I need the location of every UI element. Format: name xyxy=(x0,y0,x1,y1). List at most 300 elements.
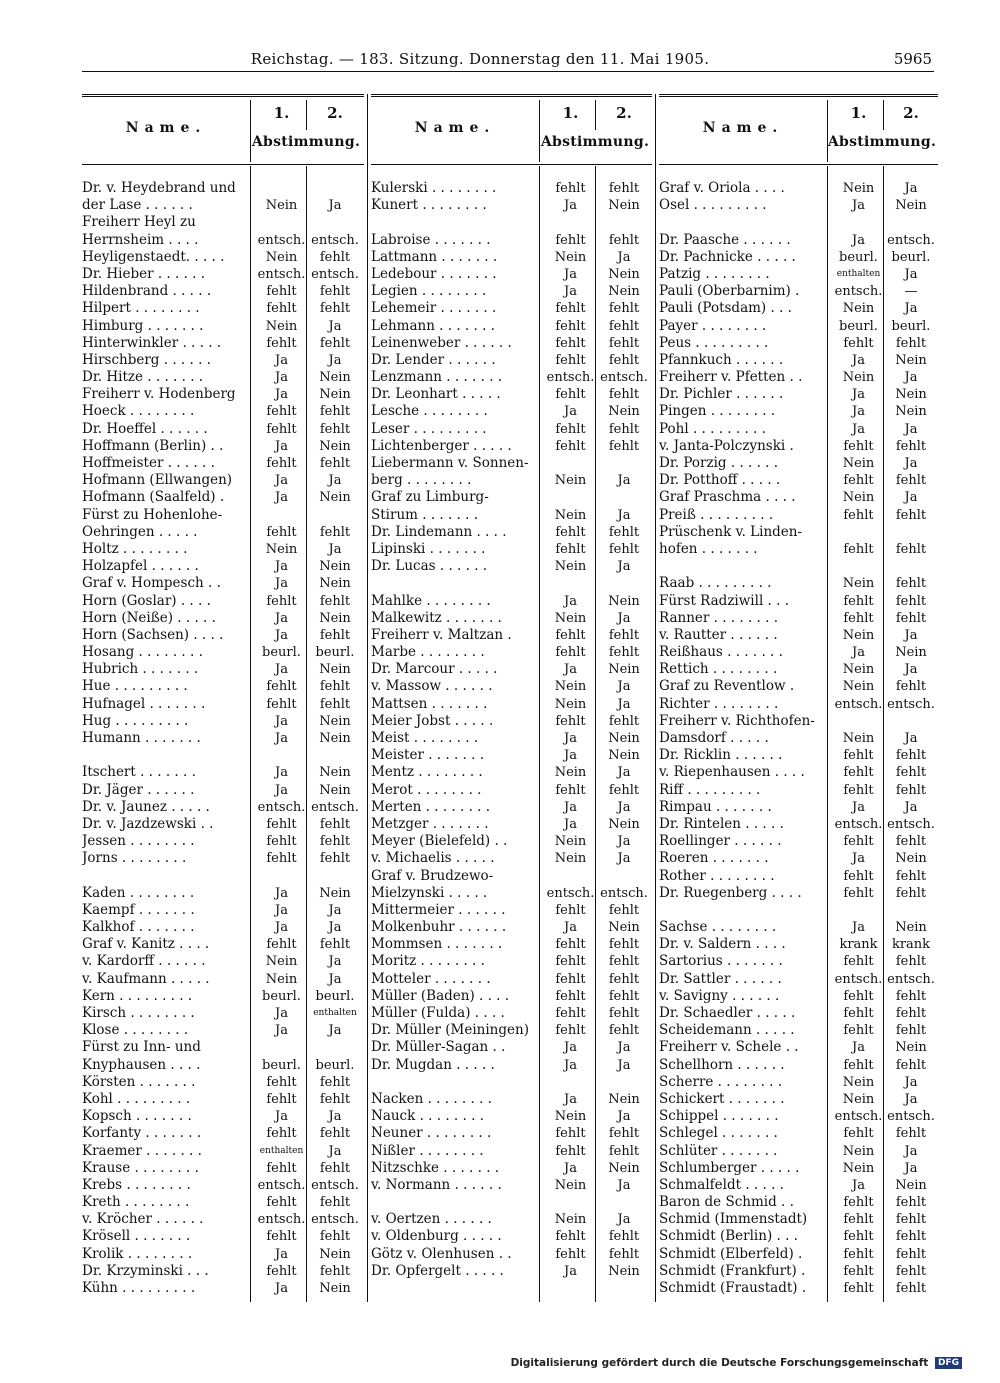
vote-2: Nein xyxy=(895,387,927,403)
member-name: Legien . . . . . . . . xyxy=(371,283,487,300)
vote2-header: 2. xyxy=(327,104,343,122)
vote-1: Nein xyxy=(265,318,298,334)
table-row xyxy=(371,902,652,919)
member-name: Dr. v. Heydebrand und xyxy=(82,180,236,196)
vote-1: fehlt xyxy=(266,1091,297,1107)
vote-2: fehlt xyxy=(319,593,351,609)
member-name: Dr. Schaedler . . . . . xyxy=(659,1005,796,1021)
vote-1: Ja xyxy=(564,1057,577,1073)
vote-1: Ja xyxy=(275,610,288,626)
table-row xyxy=(659,180,938,197)
vote-2: Ja xyxy=(617,473,631,489)
vote-1: Ja xyxy=(852,799,865,815)
member-name: Nißler . . . . . . . . xyxy=(371,1142,484,1159)
vote-1: Ja xyxy=(275,438,288,454)
column-2 xyxy=(371,94,652,1302)
vote-1: fehlt xyxy=(266,1195,297,1211)
vote-2: Nein xyxy=(608,816,640,832)
table-header xyxy=(82,100,364,162)
table-row xyxy=(82,575,364,592)
table-row xyxy=(82,524,364,541)
table-row xyxy=(659,988,938,1005)
table-row xyxy=(371,661,652,678)
vote-1: Ja xyxy=(564,1091,577,1107)
table-row xyxy=(659,318,938,335)
table-row xyxy=(371,1022,652,1039)
table-row xyxy=(371,799,652,816)
table-row xyxy=(82,421,364,438)
vote-2: fehlt xyxy=(895,765,927,781)
table-row xyxy=(659,627,938,644)
table-row xyxy=(82,1280,364,1297)
member-name: hofen . . . . . . . xyxy=(659,540,758,557)
member-name: Baron de Schmid . . xyxy=(659,1194,794,1211)
column-divider xyxy=(367,94,368,1302)
vote-1: Nein xyxy=(554,679,587,695)
vote-2: fehlt xyxy=(608,988,640,1004)
header-divider xyxy=(827,100,828,162)
table-row xyxy=(659,1022,938,1039)
table-row xyxy=(82,300,364,317)
vote-1: Nein xyxy=(554,1177,587,1193)
vote-1: fehlt xyxy=(843,1212,874,1228)
vote-1: Ja xyxy=(564,266,577,282)
table-row xyxy=(659,644,938,661)
vote-2: Ja xyxy=(617,507,631,523)
vote-2: fehlt xyxy=(608,387,640,403)
vote-1: Ja xyxy=(275,920,288,936)
vote-1: fehlt xyxy=(266,1160,297,1176)
vote-1: Ja xyxy=(275,902,288,918)
vote-2: fehlt xyxy=(608,335,640,351)
vote1-header: 1. xyxy=(850,104,867,122)
member-name: Nauck . . . . . . . . xyxy=(371,1108,484,1125)
vote-2: beurl. xyxy=(891,249,931,265)
vote-2: Nein xyxy=(319,713,351,729)
vote-2: fehlt xyxy=(608,627,640,643)
vote-2: Ja xyxy=(904,370,918,386)
member-name: Herrnsheim . . . . xyxy=(82,231,199,248)
vote-1: fehlt xyxy=(266,1263,297,1279)
member-name: Meist . . . . . . . . xyxy=(371,730,479,746)
table-header xyxy=(371,100,652,162)
table-row xyxy=(659,919,938,936)
table-row xyxy=(659,524,938,541)
table-row xyxy=(659,696,938,713)
vote-1: fehlt xyxy=(555,524,586,540)
member-name: Dr. Leonhart . . . . . xyxy=(371,386,501,403)
vote-1: Nein xyxy=(554,559,587,575)
table-row xyxy=(659,593,938,610)
vote-2: Nein xyxy=(895,920,927,936)
vote-1: fehlt xyxy=(843,593,874,609)
name-column-header: Name. xyxy=(414,120,496,136)
column-1 xyxy=(82,94,364,1302)
vote-1: Nein xyxy=(842,490,875,506)
vote-1: Nein xyxy=(842,1160,875,1176)
member-name: berg . . . . . . . . xyxy=(371,472,472,489)
member-name: Kraemer . . . . . . . xyxy=(82,1142,202,1159)
vote-1: Nein xyxy=(554,249,587,265)
member-name: der Lase . . . . . . xyxy=(82,197,193,214)
table-row xyxy=(82,541,364,558)
member-name: v. Michaelis . . . . . xyxy=(371,850,495,867)
vote-1: Ja xyxy=(564,1263,577,1279)
member-name: Ledebour . . . . . . . xyxy=(371,265,497,282)
vote-1: Ja xyxy=(275,1281,288,1296)
table-row xyxy=(82,1263,364,1280)
member-name: Mommsen . . . . . . . xyxy=(371,936,503,953)
table-row xyxy=(82,593,364,610)
vote-1: fehlt xyxy=(266,524,297,540)
vote-2: fehlt xyxy=(319,679,351,695)
member-name: Lichtenberger . . . . . xyxy=(371,437,512,454)
vote-2: entsch. xyxy=(887,816,935,832)
member-name: Kreth . . . . . . . . xyxy=(82,1194,190,1211)
vote-1: Ja xyxy=(275,782,288,798)
vote-1: Nein xyxy=(842,370,875,386)
table-row xyxy=(371,318,652,335)
vote-1: entsch. xyxy=(834,284,883,300)
vote-2: Nein xyxy=(319,1246,351,1262)
vote-2: fehlt xyxy=(608,1143,640,1159)
member-name: Ranner . . . . . . . . xyxy=(659,609,779,626)
vote-2: fehlt xyxy=(608,971,640,987)
column-top-rule xyxy=(82,94,364,97)
vote-1: entsch. xyxy=(257,799,306,815)
member-name: Roeren . . . . . . . xyxy=(659,850,769,867)
table-row xyxy=(371,833,652,850)
vote-2: Nein xyxy=(895,645,927,661)
vote1-header: 1. xyxy=(273,104,290,122)
vote-1: Nein xyxy=(842,301,875,317)
table-row xyxy=(371,386,652,403)
vote-1: entsch. xyxy=(834,1109,883,1125)
member-name: Fürst Radziwill . . . xyxy=(659,592,790,609)
member-name: Meyer (Bielefeld) . . xyxy=(371,833,508,850)
table-row xyxy=(371,1091,652,1108)
member-name: Hofmann (Saalfeld) . xyxy=(82,489,225,506)
vote-1: Nein xyxy=(554,851,587,867)
table-row xyxy=(371,644,652,661)
vote-2: Ja xyxy=(617,249,631,265)
member-name: Prüschenk v. Linden- xyxy=(659,523,803,540)
vote-2: fehlt xyxy=(895,1246,927,1262)
member-name: Kalkhof . . . . . . . xyxy=(82,919,195,936)
member-name: Schmidt (Berlin) . . . xyxy=(659,1228,798,1245)
member-name: Malkewitz . . . . . . . xyxy=(371,609,502,626)
vote-1: fehlt xyxy=(843,868,874,884)
vote-2: Ja xyxy=(328,954,342,970)
table-row xyxy=(371,610,652,627)
member-name: Dr. Pachnicke . . . . . xyxy=(659,248,796,265)
table-row xyxy=(659,953,938,970)
table-row xyxy=(82,953,364,970)
table-row xyxy=(371,403,652,420)
vote-2: fehlt xyxy=(895,954,927,970)
member-name: Hirschberg . . . . . . xyxy=(82,351,211,368)
table-row xyxy=(659,850,938,867)
vote-2: krank xyxy=(891,937,931,953)
vote-1: fehlt xyxy=(843,1195,874,1211)
vote-1: Nein xyxy=(265,541,298,557)
table-row xyxy=(659,283,938,300)
vote-1: fehlt xyxy=(555,1143,586,1159)
member-name: Peus . . . . . . . . . xyxy=(659,334,769,351)
member-name: Mielzynski . . . . . xyxy=(371,884,488,901)
vote-2: Nein xyxy=(319,387,351,403)
table-row xyxy=(371,971,652,988)
vote-1: Ja xyxy=(564,748,577,764)
vote-1: Ja xyxy=(852,404,865,420)
table-row xyxy=(659,472,938,489)
member-name: Merten . . . . . . . . xyxy=(371,798,491,815)
table-row xyxy=(371,1246,652,1263)
table-row xyxy=(659,833,938,850)
member-name: Kirsch . . . . . . . . xyxy=(82,1005,195,1021)
vote-2: fehlt xyxy=(895,576,927,592)
vote-2: entsch. xyxy=(311,1177,359,1193)
vote-2: fehlt xyxy=(608,713,640,729)
vote-1: enthalten xyxy=(259,1145,304,1156)
vote-1: Nein xyxy=(842,662,875,678)
vote-2: fehlt xyxy=(895,748,927,764)
vote-2: Ja xyxy=(904,799,918,815)
table-row xyxy=(82,180,364,197)
vote-2: Nein xyxy=(608,662,640,678)
table-row xyxy=(659,1039,938,1056)
member-name: Graf zu Reventlow . xyxy=(659,678,795,695)
vote-1: fehlt xyxy=(555,438,586,454)
member-name: Scheidemann . . . . . xyxy=(659,1022,795,1039)
member-name: Heyligenstaedt. . . . . xyxy=(82,248,225,265)
section-gap xyxy=(659,902,938,919)
table-row xyxy=(82,558,364,575)
table-row xyxy=(82,232,364,249)
table-row xyxy=(371,1143,652,1160)
vote-1: Ja xyxy=(275,352,288,368)
table-row xyxy=(659,386,938,403)
member-name: Krause . . . . . . . . xyxy=(82,1159,199,1176)
vote-2: beurl. xyxy=(891,318,931,334)
name-column-header: Name. xyxy=(125,120,207,136)
member-name: v. Riepenhausen . . . . xyxy=(659,764,805,781)
table-row xyxy=(371,936,652,953)
vote-2: fehlt xyxy=(895,988,927,1004)
table-row xyxy=(371,232,652,249)
member-name: Dr. Ruegenberg . . . . xyxy=(659,884,802,901)
vote-1: Nein xyxy=(842,181,875,196)
table-row xyxy=(659,971,938,988)
vote-1: Nein xyxy=(842,1074,875,1090)
table-row xyxy=(82,971,364,988)
table-row xyxy=(659,1263,938,1280)
vote-1: fehlt xyxy=(843,541,874,557)
member-name: Dr. Lucas . . . . . . xyxy=(371,558,488,575)
vote-2: fehlt xyxy=(895,473,927,489)
table-row xyxy=(659,713,938,730)
vote-1: Nein xyxy=(842,456,875,471)
member-name: Reißhaus . . . . . . . xyxy=(659,644,783,661)
vote-2: fehlt xyxy=(608,301,640,317)
member-name: Freiherr v. Pfetten . . xyxy=(659,369,803,386)
table-row xyxy=(371,988,652,1005)
member-name: Preiß . . . . . . . . . xyxy=(659,506,774,523)
table-row xyxy=(659,438,938,455)
table-row xyxy=(371,197,652,214)
table-row xyxy=(82,283,364,300)
vote-1: fehlt xyxy=(843,782,874,798)
vote-2: beurl. xyxy=(315,645,355,661)
table-row xyxy=(659,1057,938,1074)
member-name: Hug . . . . . . . . . xyxy=(82,712,189,729)
member-name: Dr. Mugdan . . . . . xyxy=(371,1056,495,1073)
vote-list xyxy=(659,180,938,1297)
abstimmung-header: Abstimmung. xyxy=(827,134,937,150)
vote-2: Ja xyxy=(904,627,918,643)
vote-2: Ja xyxy=(904,1160,918,1176)
vote-1: fehlt xyxy=(843,748,874,764)
vote-1: fehlt xyxy=(843,1263,874,1279)
vote-1: fehlt xyxy=(555,318,586,334)
table-row xyxy=(659,403,938,420)
table-row xyxy=(371,713,652,730)
vote-1: fehlt xyxy=(266,679,297,695)
vote-1: Ja xyxy=(275,559,288,575)
vote-1: entsch. xyxy=(546,885,595,901)
vote-2: entsch. xyxy=(600,370,648,386)
vote-1: Ja xyxy=(275,370,288,386)
vote-2: fehlt xyxy=(608,902,640,918)
member-name: v. Kardorff . . . . . . xyxy=(82,953,206,970)
table-row xyxy=(82,1074,364,1091)
vote-2: Ja xyxy=(904,490,918,506)
member-name: Kulerski . . . . . . . . xyxy=(371,180,497,196)
vote-1: Nein xyxy=(265,249,298,265)
table-row xyxy=(659,249,938,266)
member-name: Dr. Marcour . . . . . xyxy=(371,661,498,678)
member-name: Dr. Pichler . . . . . . xyxy=(659,386,784,403)
table-row xyxy=(82,1005,364,1022)
vote-1: Ja xyxy=(852,851,865,867)
table-row xyxy=(371,524,652,541)
vote-1: Nein xyxy=(842,576,875,592)
member-name: Kaden . . . . . . . . xyxy=(82,884,195,901)
table-row xyxy=(371,764,652,781)
member-name: Schmidt (Fraustadt) . xyxy=(659,1280,807,1296)
member-name: v. Oertzen . . . . . . xyxy=(371,1211,492,1228)
vote-1: Nein xyxy=(554,696,587,712)
member-name: Müller (Fulda) . . . . xyxy=(371,1005,505,1021)
vote-1: fehlt xyxy=(555,1006,586,1021)
vote-2: Ja xyxy=(328,541,342,557)
table-row xyxy=(371,507,652,524)
vote-2: Nein xyxy=(319,765,351,781)
table-row xyxy=(371,782,652,799)
member-name: Horn (Sachsen) . . . . xyxy=(82,626,224,643)
vote-1: fehlt xyxy=(266,1126,297,1142)
table-row xyxy=(659,300,938,317)
vote-2: fehlt xyxy=(895,335,927,351)
vote-2: Ja xyxy=(328,352,342,368)
member-name: Krösell . . . . . . . xyxy=(82,1228,191,1245)
vote-2: fehlt xyxy=(895,438,927,454)
member-name: Klose . . . . . . . . xyxy=(82,1022,189,1039)
vote-2: fehlt xyxy=(608,524,640,540)
member-name: Oehringen . . . . . xyxy=(82,523,198,540)
vote-2: fehlt xyxy=(895,885,927,901)
member-name: Kühn . . . . . . . . . xyxy=(82,1280,196,1296)
vote-1: Ja xyxy=(275,731,288,746)
vote-1: Ja xyxy=(852,1040,865,1056)
member-name: Osel . . . . . . . . . xyxy=(659,197,767,214)
header-bottom-rule xyxy=(659,164,938,165)
member-name: Schmidt (Elberfeld) . xyxy=(659,1245,803,1262)
member-name: Dr. Lindemann . . . . xyxy=(371,523,507,540)
member-name: Korfanty . . . . . . . xyxy=(82,1125,202,1142)
vote-1: Ja xyxy=(564,1160,577,1176)
table-row xyxy=(82,730,364,747)
vote-1: fehlt xyxy=(555,954,586,970)
column-divider xyxy=(655,94,656,1302)
member-name: Schippel . . . . . . . xyxy=(659,1108,779,1125)
vote-1: fehlt xyxy=(555,713,586,729)
member-name: Lehemeir . . . . . . . xyxy=(371,300,497,317)
table-row xyxy=(371,1263,652,1280)
table-row xyxy=(82,489,364,506)
vote-2: Ja xyxy=(617,696,631,712)
vote-2: fehlt xyxy=(319,1091,351,1107)
vote-1: Ja xyxy=(275,1023,288,1039)
vote-2: beurl. xyxy=(315,988,355,1004)
header-bottom-rule xyxy=(82,164,364,165)
member-name: Marbe . . . . . . . . xyxy=(371,644,485,661)
vote-2: Ja xyxy=(617,679,631,695)
section-gap xyxy=(371,1074,652,1091)
vote-2: fehlt xyxy=(895,507,927,523)
footer-credit-text: Digitalisierung gefördert durch die Deutsche Forschungsgemeinschaft xyxy=(510,1357,929,1369)
vote-1: fehlt xyxy=(555,232,586,248)
vote-1: entsch. xyxy=(834,696,883,712)
vote-2: Nein xyxy=(895,404,927,420)
vote-1: fehlt xyxy=(555,902,586,918)
vote-2: fehlt xyxy=(319,249,351,265)
table-row xyxy=(371,885,652,902)
section-gap xyxy=(82,747,364,764)
table-row xyxy=(371,1125,652,1142)
table-row xyxy=(82,266,364,283)
vote-2: enthalten xyxy=(313,1008,357,1018)
vote-1: fehlt xyxy=(266,301,297,317)
vote-2: entsch. xyxy=(311,799,359,815)
member-name: Schellhorn . . . . . . xyxy=(659,1056,785,1073)
dfg-logo: DFG xyxy=(935,1357,962,1369)
table-row xyxy=(659,610,938,627)
vote-2: Ja xyxy=(328,473,342,489)
vote-1: Ja xyxy=(275,885,288,901)
section-gap xyxy=(659,558,938,575)
table-row xyxy=(371,747,652,764)
vote-2: Ja xyxy=(904,1091,918,1107)
vote-1: entsch. xyxy=(257,232,306,248)
vote-2: fehlt xyxy=(608,438,640,454)
member-name: v. Savigny . . . . . . xyxy=(659,987,780,1004)
vote-1: fehlt xyxy=(843,507,874,523)
vote-2: Nein xyxy=(608,748,640,764)
vote-1: Ja xyxy=(852,1177,865,1193)
vote-2: entsch. xyxy=(311,266,359,282)
table-row xyxy=(371,1005,652,1022)
